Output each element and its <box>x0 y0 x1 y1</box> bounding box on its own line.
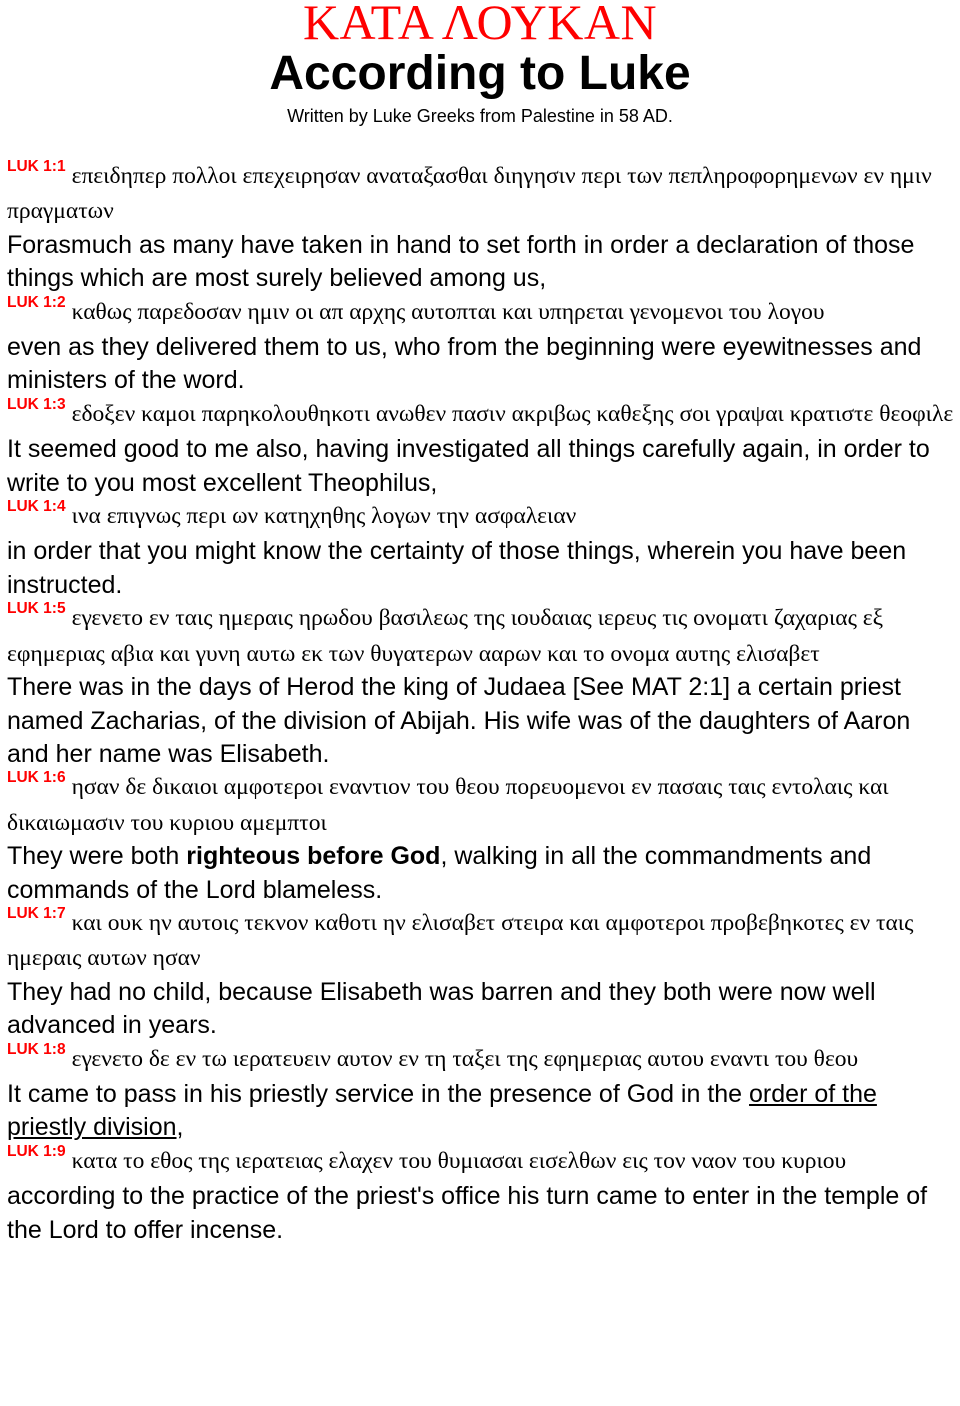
english-title: According to Luke <box>269 47 691 100</box>
verse-ref: LUK 1:5 <box>7 600 66 618</box>
verse-1-9 <box>7 1142 955 1247</box>
verse-1-8 <box>7 1040 955 1145</box>
greek-text <box>7 160 955 229</box>
greek-text-body: επειδηπερ πολλοι επεχειρησαν αναταξασθαι διηγησιν περι των πεπληροφορημενων εν ημιν πραγματων <box>7 163 932 225</box>
greek-text <box>7 500 955 535</box>
greek-text <box>7 1040 955 1078</box>
english-text: It seemed good to me also, having investigated all things carefully again, in order to write to you most excellent Theophilus, <box>7 435 930 497</box>
english-text: Forasmuch as many have taken in hand to set forth in order a declaration of those things which are most surely believed among us, <box>7 230 915 293</box>
english-text <box>7 840 955 907</box>
english-text-part: , <box>176 1113 184 1142</box>
verse-1-4 <box>7 500 955 602</box>
greek-text-body: εγενετο δε εν τω ιερατευειν αυτον εν τη ταξει της εφημεριας αυτου εναντι του θεου <box>71 1045 859 1072</box>
verse-1-2 <box>7 293 955 398</box>
greek-text-body: κατα το εθος της ιερατειας ελαχεν του θυμιασαι εισελθων εις τον ναον του κυριου <box>71 1147 847 1174</box>
english-text: There was in the days of Herod the king of Judaea [See MAT 2:1] a certain priest named Zacharias, of the division of Abijah. His wife was of the daughters of Aaron and her name was Elisabeth. <box>7 673 911 768</box>
greek-text-body: και ουκ ην αυτοις τεκνον καθοτι ην ελισαβετ στειρα και αμφοτεροι προβεβηκοτες εν ταις ημεραις αυτων ησαν <box>7 909 914 972</box>
subtitle: Written by Luke Greeks from Palestine in 58 AD. <box>287 106 673 126</box>
verse-ref: LUK 1:1 <box>7 158 66 175</box>
verse-ref: LUK 1:7 <box>7 904 66 922</box>
verse-ref: LUK 1:6 <box>7 769 66 787</box>
english-text-part: It came to pass in his priestly service in the presence of God in the <box>7 1079 750 1108</box>
verse-ref: LUK 1:3 <box>7 395 66 413</box>
verse-1-5 <box>7 602 955 771</box>
greek-text-body: εδοξεν καμοι παρηκολουθηκοτι ανωθεν πασιν ακριβως καθεξης σοι γραψαι κρατιστε θεοφιλε <box>71 400 954 427</box>
greek-text <box>7 1142 955 1180</box>
english-text: They had no child, because Elisabeth was barren and they both were now well advanced in years. <box>7 977 876 1040</box>
greek-text <box>7 602 955 671</box>
greek-text-body: ησαν δε δικαιοι αμφοτεροι εναντιον του θεου πορευομενοι εν πασαις ταις εντολαις και δικαιωμασιν του κυριου αμεμπτοι <box>7 774 889 836</box>
greek-text <box>7 771 955 840</box>
verse-ref: LUK 1:9 <box>7 1142 66 1160</box>
verse-1-6 <box>7 771 955 907</box>
verse-1-3 <box>7 395 955 500</box>
verse-list <box>7 160 955 1247</box>
underlined-phrase: order of the priestly division <box>7 1079 877 1142</box>
english-text <box>7 1078 955 1145</box>
greek-title: ΚΑΤΑ ΛΟΥΚΑΝ <box>302 0 658 50</box>
greek-text-body: εγενετο εν ταις ημεραις ηρωδου βασιλεως της ιουδαιας ιερευς τις ονοματι ζαχαριας εξ εφημεριας αβια και γυνη αυτω εκ των θυγατερων ααρων και το ονομα αυτης ελισαβετ <box>7 605 884 667</box>
greek-text <box>7 904 955 976</box>
verse-1-7 <box>7 904 955 1043</box>
verse-1-1 <box>7 160 955 296</box>
greek-text <box>7 293 955 331</box>
english-text: in order that you might know the certainty of those things, wherein you have been instructed. <box>7 537 907 599</box>
verse-ref: LUK 1:8 <box>7 1040 66 1058</box>
verse-ref: LUK 1:2 <box>7 293 66 311</box>
page-header <box>0 0 960 128</box>
english-text-part: They were both <box>7 842 187 871</box>
bold-phrase: righteous before God <box>186 842 441 871</box>
greek-text-body: ινα επιγνως περι ων κατηχηθης λογων την ασφαλειαν <box>71 503 577 530</box>
greek-text <box>7 395 955 433</box>
greek-text-body: καθως παρεδοσαν ημιν οι απ αρχης αυτοπται και υπηρεται γενομενοι του λογου <box>71 298 825 325</box>
english-text: according to the practice of the priest's office his turn came to enter in the temple of the Lord to offer incense. <box>7 1182 928 1244</box>
english-text: even as they delivered them to us, who from the beginning were eyewitnesses and ministers of the word. <box>7 333 922 395</box>
english-text-part: , walking in all the commandments and commands of the Lord blameless. <box>7 842 872 904</box>
verse-ref: LUK 1:4 <box>7 498 66 516</box>
